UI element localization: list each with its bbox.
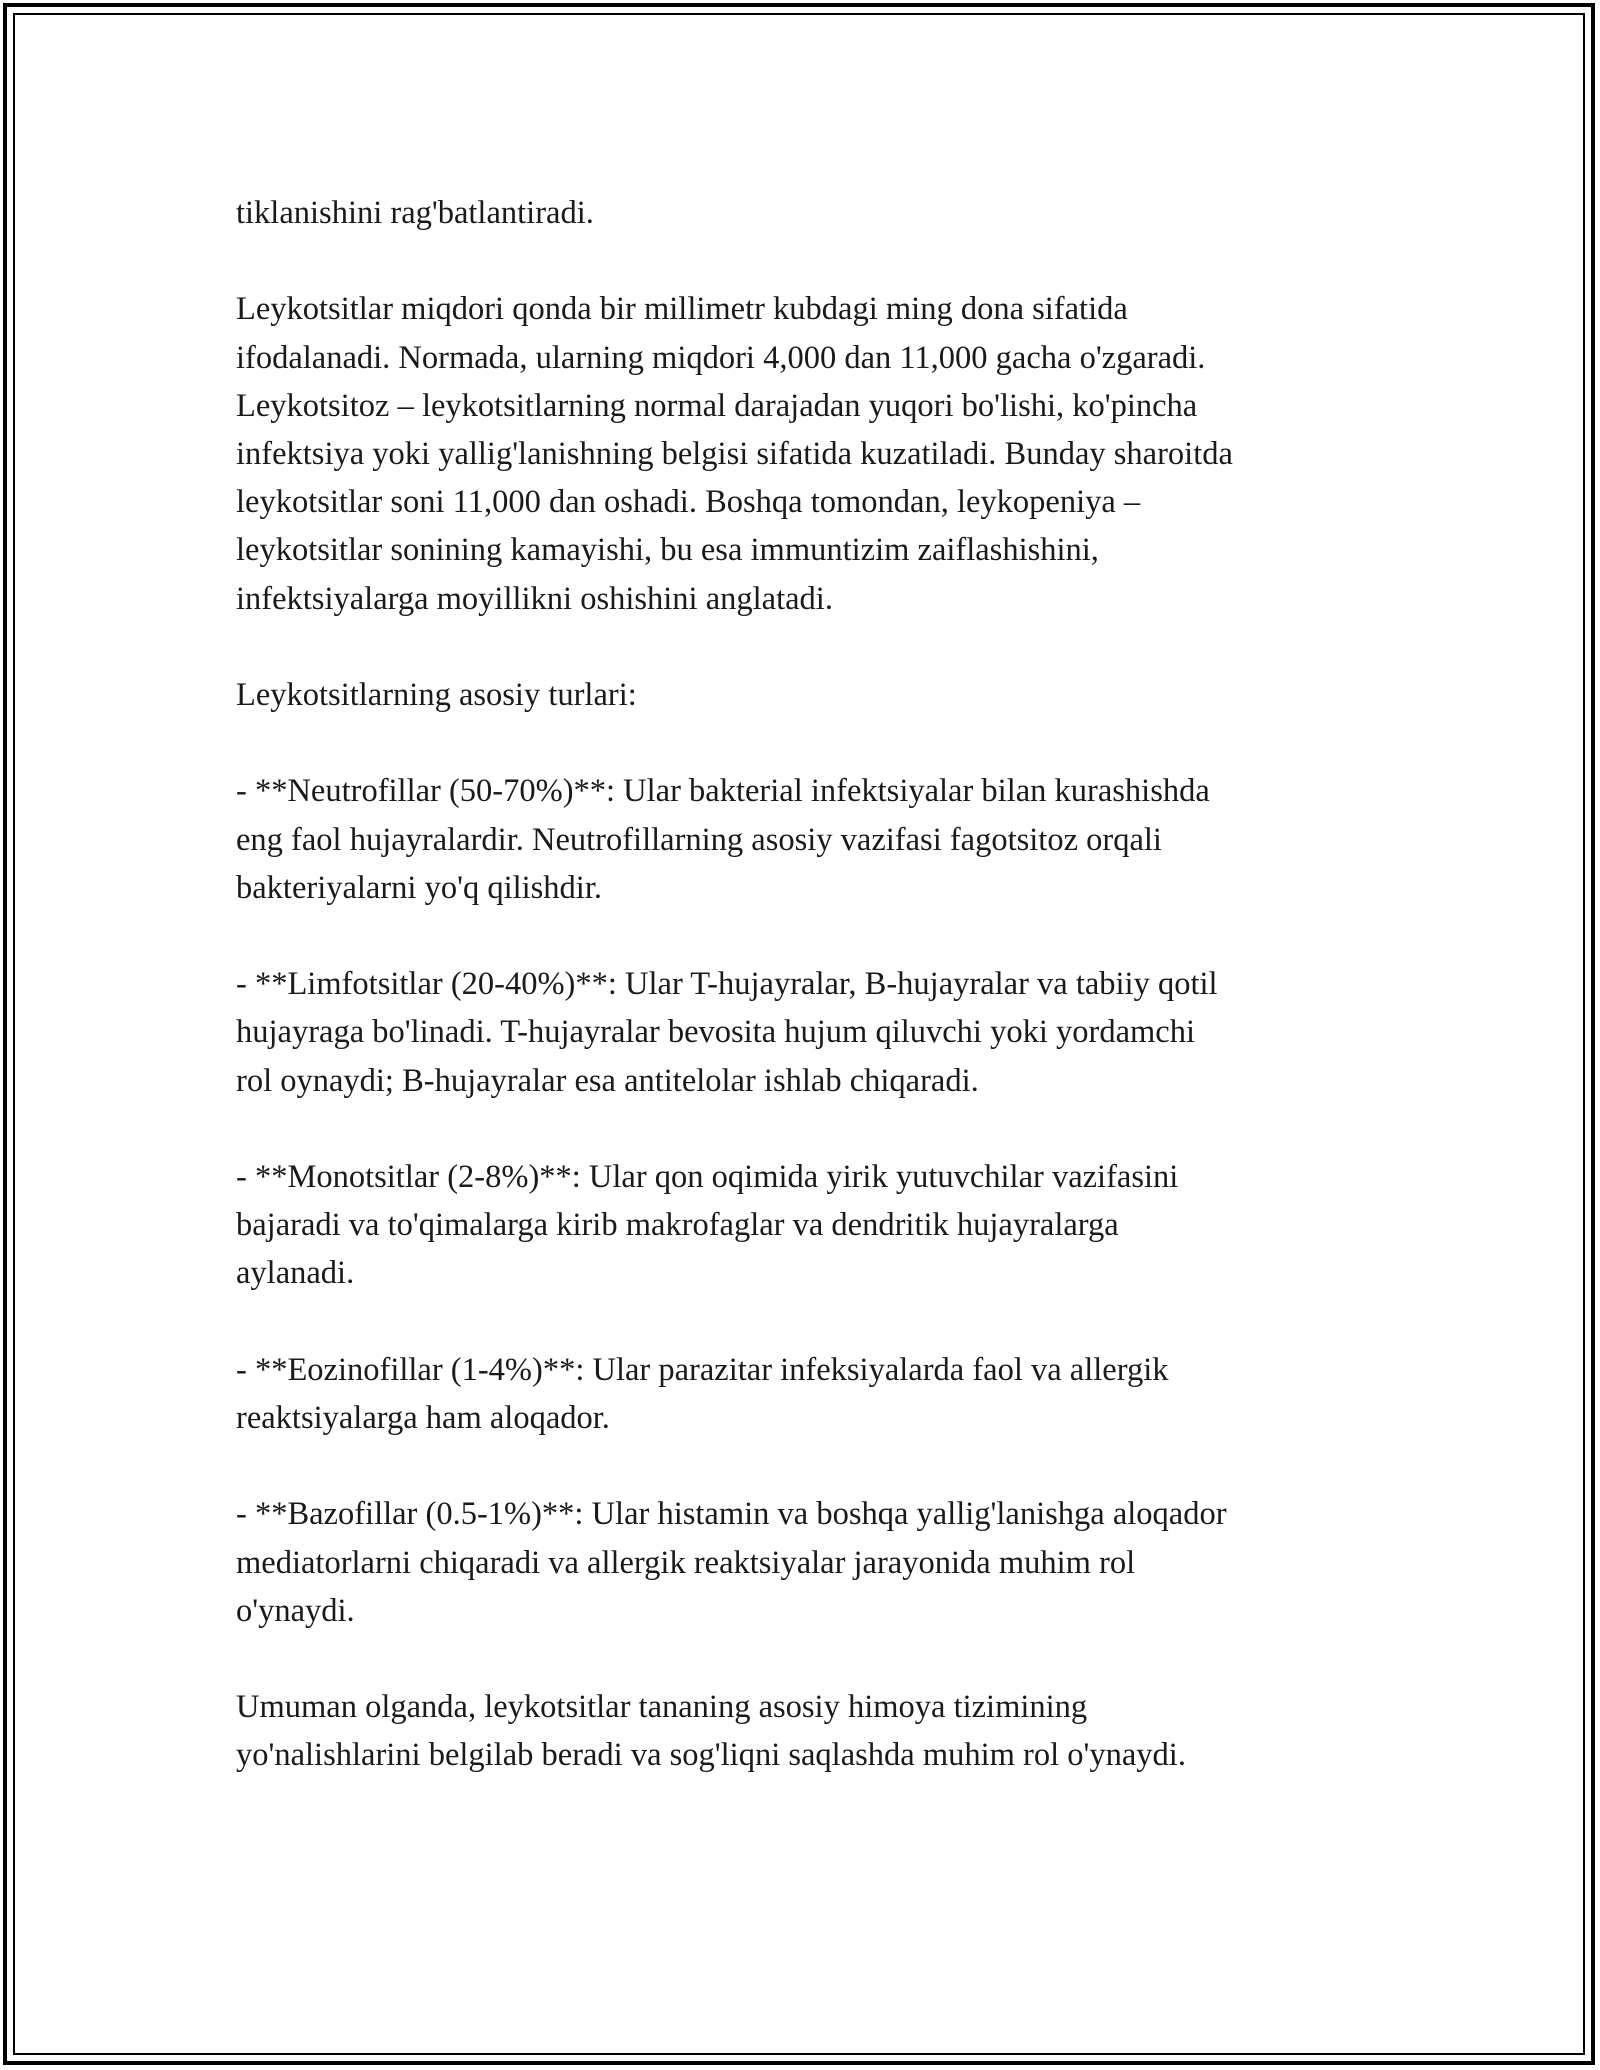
list-item-monocytes: - **Monotsitlar (2-8%)**: Ular qon oqimida yirik yutuvchilar vazifasini bajaradi va to'qimalarga kirib makrofaglar va dendritik hujayralarga aylanadi.	[236, 1158, 1179, 1292]
paragraph-leukocyte-count: Leykotsitlar miqdori qonda bir millimetr kubdagi ming dona sifatida ifodalanadi. Normada, ularning miqdori 4,000 dan 11,000 gacha o'zgaradi. Leykotsitoz – leykotsitlarning normal darajadan yuqori bo'lishi, ko'pincha infektsiya yoki yallig'lanishning belgisi sifatida kuzatiladi. Bunday sharoitda leykotsitlar soni 11,000 dan oshadi. Boshqa tomondan, leykopeniya – leykotsitlar sonining kamayishi, bu esa immuntizim zaiflashishini, infektsiyalarga moyillikni oshishini anglatadi.	[236, 291, 1233, 617]
list-item-lymphocytes: - **Limfotsitlar (20-40%)**: Ular T-hujayralar, B-hujayralar va tabiiy qotil hujayraga bo'linadi. T-hujayralar bevosita hujum qiluvchi yoki yordamchi rol oynaydi; B-hujayralar esa antitelolar ishlab chiqaradi.	[236, 966, 1218, 1099]
paragraph-types-heading: Leykotsitlarning asosiy turlari:	[236, 677, 637, 713]
document-body	[236, 189, 1386, 1780]
list-item-basophils: - **Bazofillar (0.5-1%)**: Ular histamin va boshqa yallig'lanishga aloqador mediatorlarni chiqaradi va allergik reaktsiyalar jarayonida muhim rol o'ynaydi.	[236, 1496, 1227, 1629]
list-item-eosinophils: - **Eozinofillar (1-4%)**: Ular parazitar infeksiyalarda faol va allergik reaktsiyalarga ham aloqador.	[236, 1351, 1169, 1436]
list-item-neutrophils: - **Neutrofillar (50-70%)**: Ular bakterial infektsiyalar bilan kurashishda eng faol hujayralardir. Neutrofillarning asosiy vazifasi fagotsitoz orqali bakteriyalarni yo'q qilishdir.	[236, 773, 1210, 906]
paragraph-conclusion: Umuman olganda, leykotsitlar tananing asosiy himoya tizimining yo'nalishlarini belgilab beradi va sog'liqni saqlashda muhim rol o'ynaydi.	[236, 1689, 1186, 1774]
paragraph-continuation: tiklanishini rag'batlantiradi.	[236, 195, 594, 231]
